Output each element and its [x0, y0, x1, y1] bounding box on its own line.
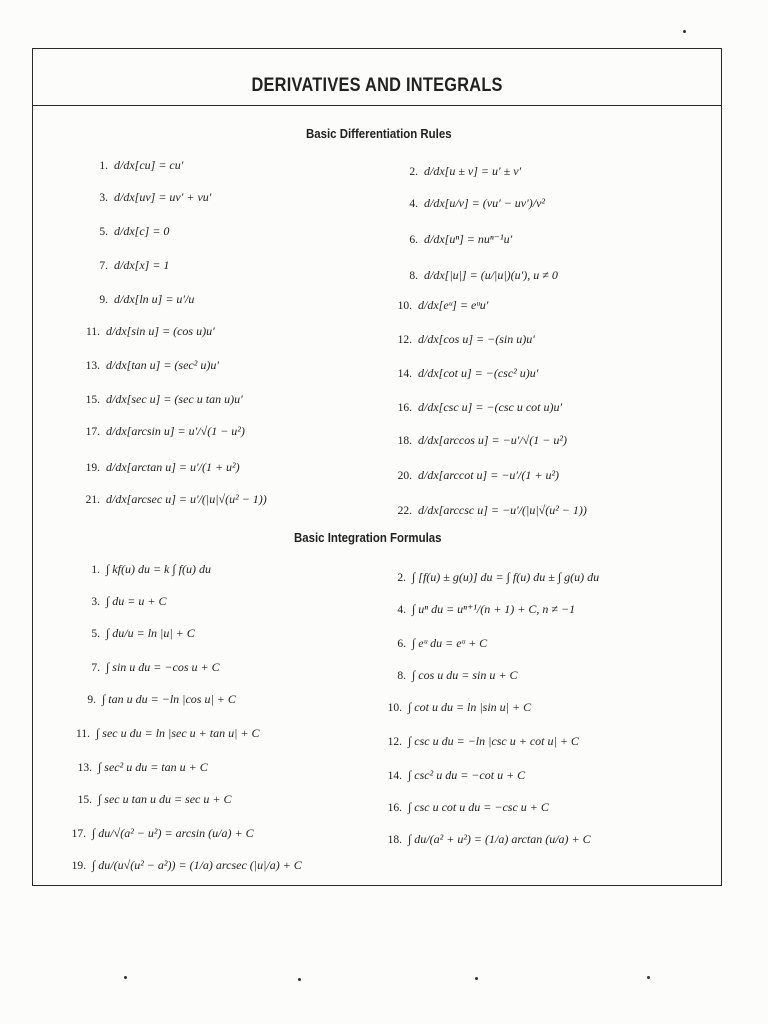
integration-rule-8: [386, 668, 518, 683]
integration-rule-7: [80, 660, 220, 675]
rule-number: 4.: [397, 604, 406, 616]
rule-number: 9.: [99, 294, 108, 306]
differentiation-rule-18: [392, 433, 567, 448]
rule-number: 14.: [387, 770, 402, 782]
scan-speck: [647, 976, 650, 979]
rule-number: 18.: [397, 435, 412, 447]
integration-rule-19: [66, 858, 302, 873]
rule-formula: d/dx[ln u] = u′/u: [114, 292, 195, 306]
rule-formula: d/dx[arccos u] = −u′/√(1 − u²): [418, 433, 567, 447]
rule-formula: ∫ sec u tan u du = sec u + C: [98, 792, 232, 806]
differentiation-rule-1: [88, 158, 183, 173]
rule-formula: d/dx[tan u] = (sec² u)u′: [106, 358, 219, 372]
differentiation-rule-15: [80, 392, 243, 407]
rule-number: 10.: [387, 702, 402, 714]
rule-number: 6.: [409, 234, 418, 246]
rule-formula: ∫ csc u du = −ln |csc u + cot u| + C: [408, 734, 579, 748]
rule-formula: ∫ cos u du = sin u + C: [412, 668, 518, 682]
differentiation-rule-12: [392, 332, 535, 347]
differentiation-rule-2: [398, 164, 521, 179]
rule-formula: ∫ uⁿ du = uⁿ⁺¹/(n + 1) + C, n ≠ −1: [412, 602, 576, 616]
rule-number: 8.: [397, 670, 406, 682]
rule-number: 20.: [397, 470, 412, 482]
integration-heading: Basic Integration Formulas: [294, 530, 442, 545]
rule-formula: d/dx[arccot u] = −u′/(1 + u²): [418, 468, 560, 482]
scan-speck: [475, 977, 478, 980]
integration-rule-14: [382, 768, 525, 783]
differentiation-rule-16: [392, 400, 562, 415]
integration-rule-4: [386, 602, 575, 617]
rule-number: 1.: [91, 564, 100, 576]
integration-rule-11: [70, 726, 260, 741]
differentiation-rule-19: [80, 460, 240, 475]
scan-speck: [683, 30, 686, 33]
rule-number: 11.: [86, 326, 100, 338]
differentiation-heading: Basic Differentiation Rules: [306, 126, 452, 141]
rule-number: 16.: [387, 802, 402, 814]
rule-formula: d/dx[c] = 0: [114, 224, 170, 238]
integration-rule-9: [76, 692, 236, 707]
rule-formula: ∫ cot u du = ln |sin u| + C: [408, 700, 532, 714]
rule-formula: d/dx[cos u] = −(sin u)u′: [418, 332, 535, 346]
rule-formula: d/dx[arcsin u] = u′/√(1 − u²): [106, 424, 245, 438]
integration-rule-1: [80, 562, 211, 577]
rule-number: 19.: [85, 462, 100, 474]
rule-number: 12.: [387, 736, 402, 748]
rule-number: 3.: [91, 596, 100, 608]
integration-rule-13: [72, 760, 208, 775]
rule-formula: ∫ du = u + C: [106, 594, 167, 608]
differentiation-rule-4: [398, 196, 545, 211]
rule-number: 21.: [85, 494, 100, 506]
differentiation-rule-5: [88, 224, 169, 239]
differentiation-rule-17: [80, 424, 245, 439]
rule-formula: ∫ du/√(a² − u²) = arcsin (u/a) + C: [92, 826, 254, 840]
differentiation-rule-7: [88, 258, 169, 273]
differentiation-rule-10: [392, 298, 488, 313]
rule-formula: d/dx[|u|] = (u/|u|)(u′), u ≠ 0: [424, 268, 558, 282]
differentiation-rule-11: [80, 324, 215, 339]
rule-formula: d/dx[sin u] = (cos u)u′: [106, 324, 215, 338]
rule-formula: d/dx[arcsec u] = u′/(|u|√(u² − 1)): [106, 492, 267, 506]
rule-number: 19.: [71, 860, 86, 872]
scan-speck: [298, 978, 301, 981]
rule-formula: d/dx[uv] = uv′ + vu′: [114, 190, 212, 204]
scan-speck: [124, 976, 127, 979]
rule-number: 22.: [397, 505, 412, 517]
differentiation-rule-20: [392, 468, 559, 483]
differentiation-rule-22: [392, 503, 587, 518]
rule-number: 7.: [91, 662, 100, 674]
integration-rule-10: [382, 700, 531, 715]
integration-rule-5: [80, 626, 195, 641]
differentiation-rule-6: [398, 232, 512, 247]
differentiation-rule-13: [80, 358, 219, 373]
rule-number: 16.: [397, 402, 412, 414]
rule-formula: d/dx[sec u] = (sec u tan u)u′: [106, 392, 243, 406]
rule-formula: ∫ kf(u) du = k ∫ f(u) du: [106, 562, 211, 576]
rule-formula: d/dx[cot u] = −(csc² u)u′: [418, 366, 539, 380]
rule-formula: d/dx[uⁿ] = nuⁿ⁻¹u′: [424, 232, 513, 246]
rule-formula: d/dx[csc u] = −(csc u cot u)u′: [418, 400, 563, 414]
rule-number: 7.: [99, 260, 108, 272]
integration-rule-16: [382, 800, 549, 815]
rule-formula: ∫ csc u cot u du = −csc u + C: [408, 800, 549, 814]
rule-number: 14.: [397, 368, 412, 380]
rule-formula: d/dx[x] = 1: [114, 258, 170, 272]
rule-formula: d/dx[u ± v] = u′ ± v′: [424, 164, 522, 178]
rule-formula: ∫ tan u du = −ln |cos u| + C: [102, 692, 236, 706]
rule-formula: ∫ sin u du = −cos u + C: [106, 660, 220, 674]
rule-number: 5.: [99, 226, 108, 238]
differentiation-rule-9: [88, 292, 194, 307]
rule-number: 13.: [77, 762, 92, 774]
rule-number: 3.: [99, 192, 108, 204]
rule-formula: ∫ sec² u du = tan u + C: [98, 760, 208, 774]
rule-number: 2.: [397, 572, 406, 584]
page-title: DERIVATIVES AND INTEGRALS: [251, 75, 503, 96]
rule-number: 15.: [85, 394, 100, 406]
rule-formula: d/dx[arccsc u] = −u′/(|u|√(u² − 1)): [418, 503, 587, 517]
integration-rule-6: [386, 636, 487, 651]
rule-formula: ∫ csc² u du = −cot u + C: [408, 768, 526, 782]
integration-rule-18: [382, 832, 591, 847]
title-band: [33, 49, 721, 106]
rule-number: 13.: [85, 360, 100, 372]
rule-number: 2.: [409, 166, 418, 178]
rule-formula: d/dx[u/v] = (vu′ − uv′)/v²: [424, 196, 546, 210]
rule-number: 17.: [71, 828, 86, 840]
integration-rule-15: [72, 792, 231, 807]
rule-formula: ∫ du/(a² + u²) = (1/a) arctan (u/a) + C: [408, 832, 591, 846]
rule-formula: d/dx[eᵘ] = eᵘu′: [418, 298, 489, 312]
rule-number: 12.: [397, 334, 412, 346]
integration-rule-3: [80, 594, 167, 609]
rule-number: 15.: [77, 794, 92, 806]
rule-formula: ∫ sec u du = ln |sec u + tan u| + C: [96, 726, 260, 740]
rule-number: 6.: [397, 638, 406, 650]
rule-formula: d/dx[arctan u] = u′/(1 + u²): [106, 460, 240, 474]
integration-rule-2: [386, 570, 599, 585]
rule-formula: ∫ du/u = ln |u| + C: [106, 626, 195, 640]
rule-number: 4.: [409, 198, 418, 210]
rule-number: 5.: [91, 628, 100, 640]
rule-formula: ∫ du/(u√(u² − a²)) = (1/a) arcsec (|u|/a) + C: [92, 858, 302, 872]
rule-number: 11.: [76, 728, 90, 740]
rule-number: 9.: [87, 694, 96, 706]
integration-rule-17: [66, 826, 254, 841]
differentiation-rule-21: [80, 492, 267, 507]
rule-formula: ∫ eᵘ du = eᵘ + C: [412, 636, 488, 650]
rule-formula: ∫ [f(u) ± g(u)] du = ∫ f(u) du ± ∫ g(u) du: [412, 570, 600, 584]
differentiation-rule-8: [398, 268, 558, 283]
rule-number: 17.: [85, 426, 100, 438]
rule-number: 10.: [397, 300, 412, 312]
rule-number: 8.: [409, 270, 418, 282]
rule-number: 1.: [99, 160, 108, 172]
rule-number: 18.: [387, 834, 402, 846]
differentiation-rule-14: [392, 366, 538, 381]
differentiation-rule-3: [88, 190, 211, 205]
rule-formula: d/dx[cu] = cu′: [114, 158, 184, 172]
integration-rule-12: [382, 734, 579, 749]
